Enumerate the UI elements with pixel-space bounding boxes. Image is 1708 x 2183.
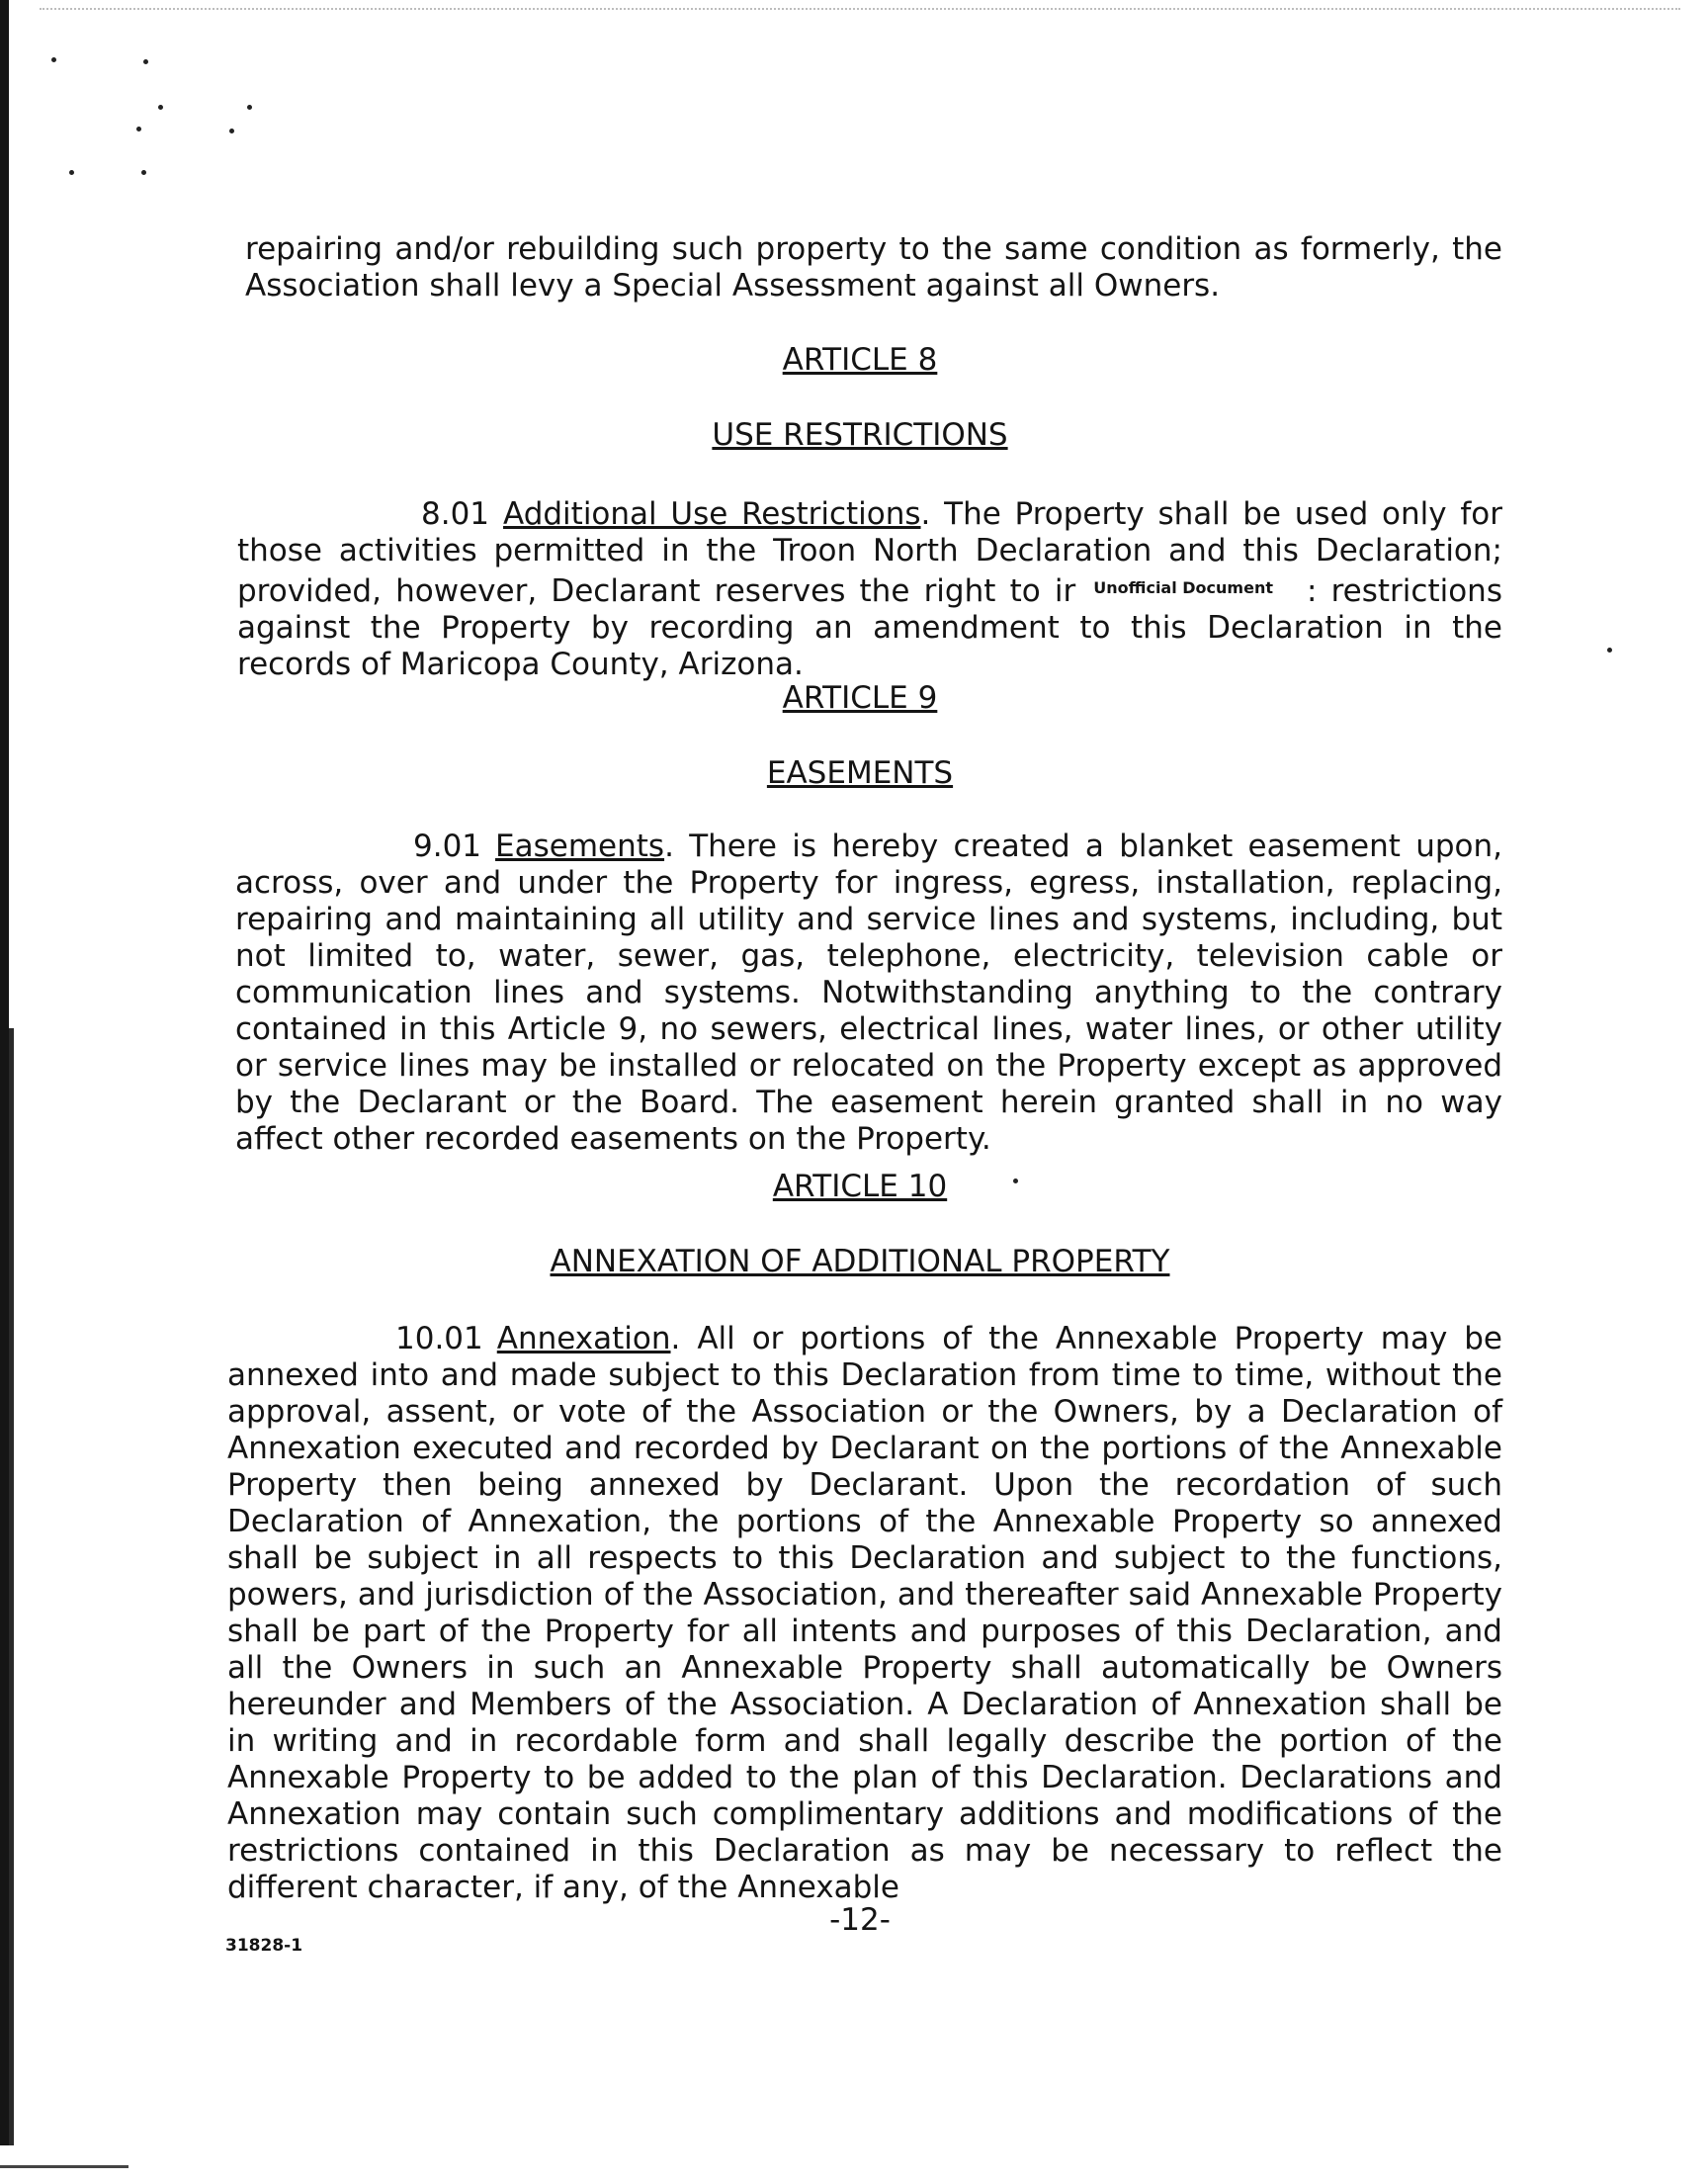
section-number: 9.01 bbox=[413, 829, 482, 864]
page-number: -12- bbox=[829, 1902, 891, 1938]
article-10-number: ARTICLE 10 bbox=[772, 1169, 948, 1204]
section-heading: Additional Use Restrictions bbox=[503, 496, 921, 532]
section-9-01 bbox=[235, 829, 1502, 1158]
scan-speck bbox=[229, 129, 234, 133]
scan-speck bbox=[158, 105, 163, 110]
document-id: 31828-1 bbox=[225, 1936, 303, 1956]
article-8-number: ARTICLE 8 bbox=[782, 342, 938, 378]
section-10-01 bbox=[227, 1321, 1502, 1906]
section-text-continued: : restrictions against the Property by recording an amendment to this Declaration in the records of Maricopa County, Arizona. bbox=[237, 573, 1502, 682]
unofficial-document-stamp: Unofficial Document bbox=[1093, 578, 1273, 597]
scan-edge-bar bbox=[0, 0, 9, 2145]
section-heading: Annexation bbox=[496, 1321, 671, 1356]
article-10-title: ANNEXATION OF ADDITIONAL PROPERTY bbox=[550, 1244, 1170, 1279]
article-8-title: USE RESTRICTIONS bbox=[712, 417, 1008, 453]
scan-speck bbox=[143, 59, 148, 64]
article-9-number: ARTICLE 9 bbox=[782, 680, 938, 716]
section-text: . There is hereby created a blanket easement upon, across, over and under the Property for ingress, egress, installation, replacing, repairing and maintaining all utility and service lines and systems, including, but not limited to, water, sewer, gas, telephone, electricity, television cable or communication lines and systems. Notwithstanding anything to the contrary contained in this Article 9, no sewers, electrical lines, water lines, or other utility or service lines may be installed or relocated on the Property except as approved by the Declarant or the Board. The easement herein granted shall in no way affect other recorded easements on the Property. bbox=[235, 829, 1502, 1157]
section-8-01 bbox=[237, 496, 1502, 683]
scan-speck bbox=[247, 105, 252, 110]
section-number: 10.01 bbox=[395, 1321, 483, 1356]
section-text: . All or portions of the Annexable Property may be annexed into and made subject to this Declaration from time to time, without the approval, assent, or vote of the Association or the Owners, by a Declaration of Annexation executed and recorded by Declarant on the portions of the Annexable Property then being annexed by Declarant. Upon the recordation of such Declaration of Annexation, the portions of the Annexable Property so annexed shall be subject in all respects to this Declaration and subject to the functions, powers, and jurisdiction of the Association, and thereafter said Annexable Property shall be part of the Property for all intents and purposes of this Declaration, and all the Owners in such an Annexable Property shall automatically be Owners hereunder and Members of the Association. A Declaration of Annexation shall be in writing and in recordable form and shall legally describe the portion of the Annexable Property to be added to the plan of this Declaration. Declarations and Annexation may contain such complimentary additions and modifications of the restrictions contained in this Declaration as may be necessary to reflect the different character, if any, of the Annexable bbox=[227, 1321, 1502, 1905]
scan-speck bbox=[141, 170, 146, 175]
intro-paragraph: repairing and/or rebuilding such property to the same condition as formerly, the Association shall levy a Special Assessment against all Owners. bbox=[245, 231, 1502, 304]
article-9-title: EASEMENTS bbox=[766, 755, 954, 791]
scan-speck bbox=[136, 127, 141, 131]
scan-noise-top bbox=[40, 8, 1680, 10]
section-number: 8.01 bbox=[421, 496, 490, 532]
scan-speck bbox=[51, 57, 56, 62]
scan-speck bbox=[69, 170, 74, 175]
scan-speck bbox=[1607, 648, 1612, 653]
section-text: . The Property shall be used only for those activities permitted in the Troon North Declaration and this Declaration; provided, however, Declarant reserves the right to ir bbox=[237, 496, 1502, 609]
section-heading: Easements bbox=[495, 829, 665, 864]
scan-bottom-mark bbox=[0, 2165, 128, 2168]
